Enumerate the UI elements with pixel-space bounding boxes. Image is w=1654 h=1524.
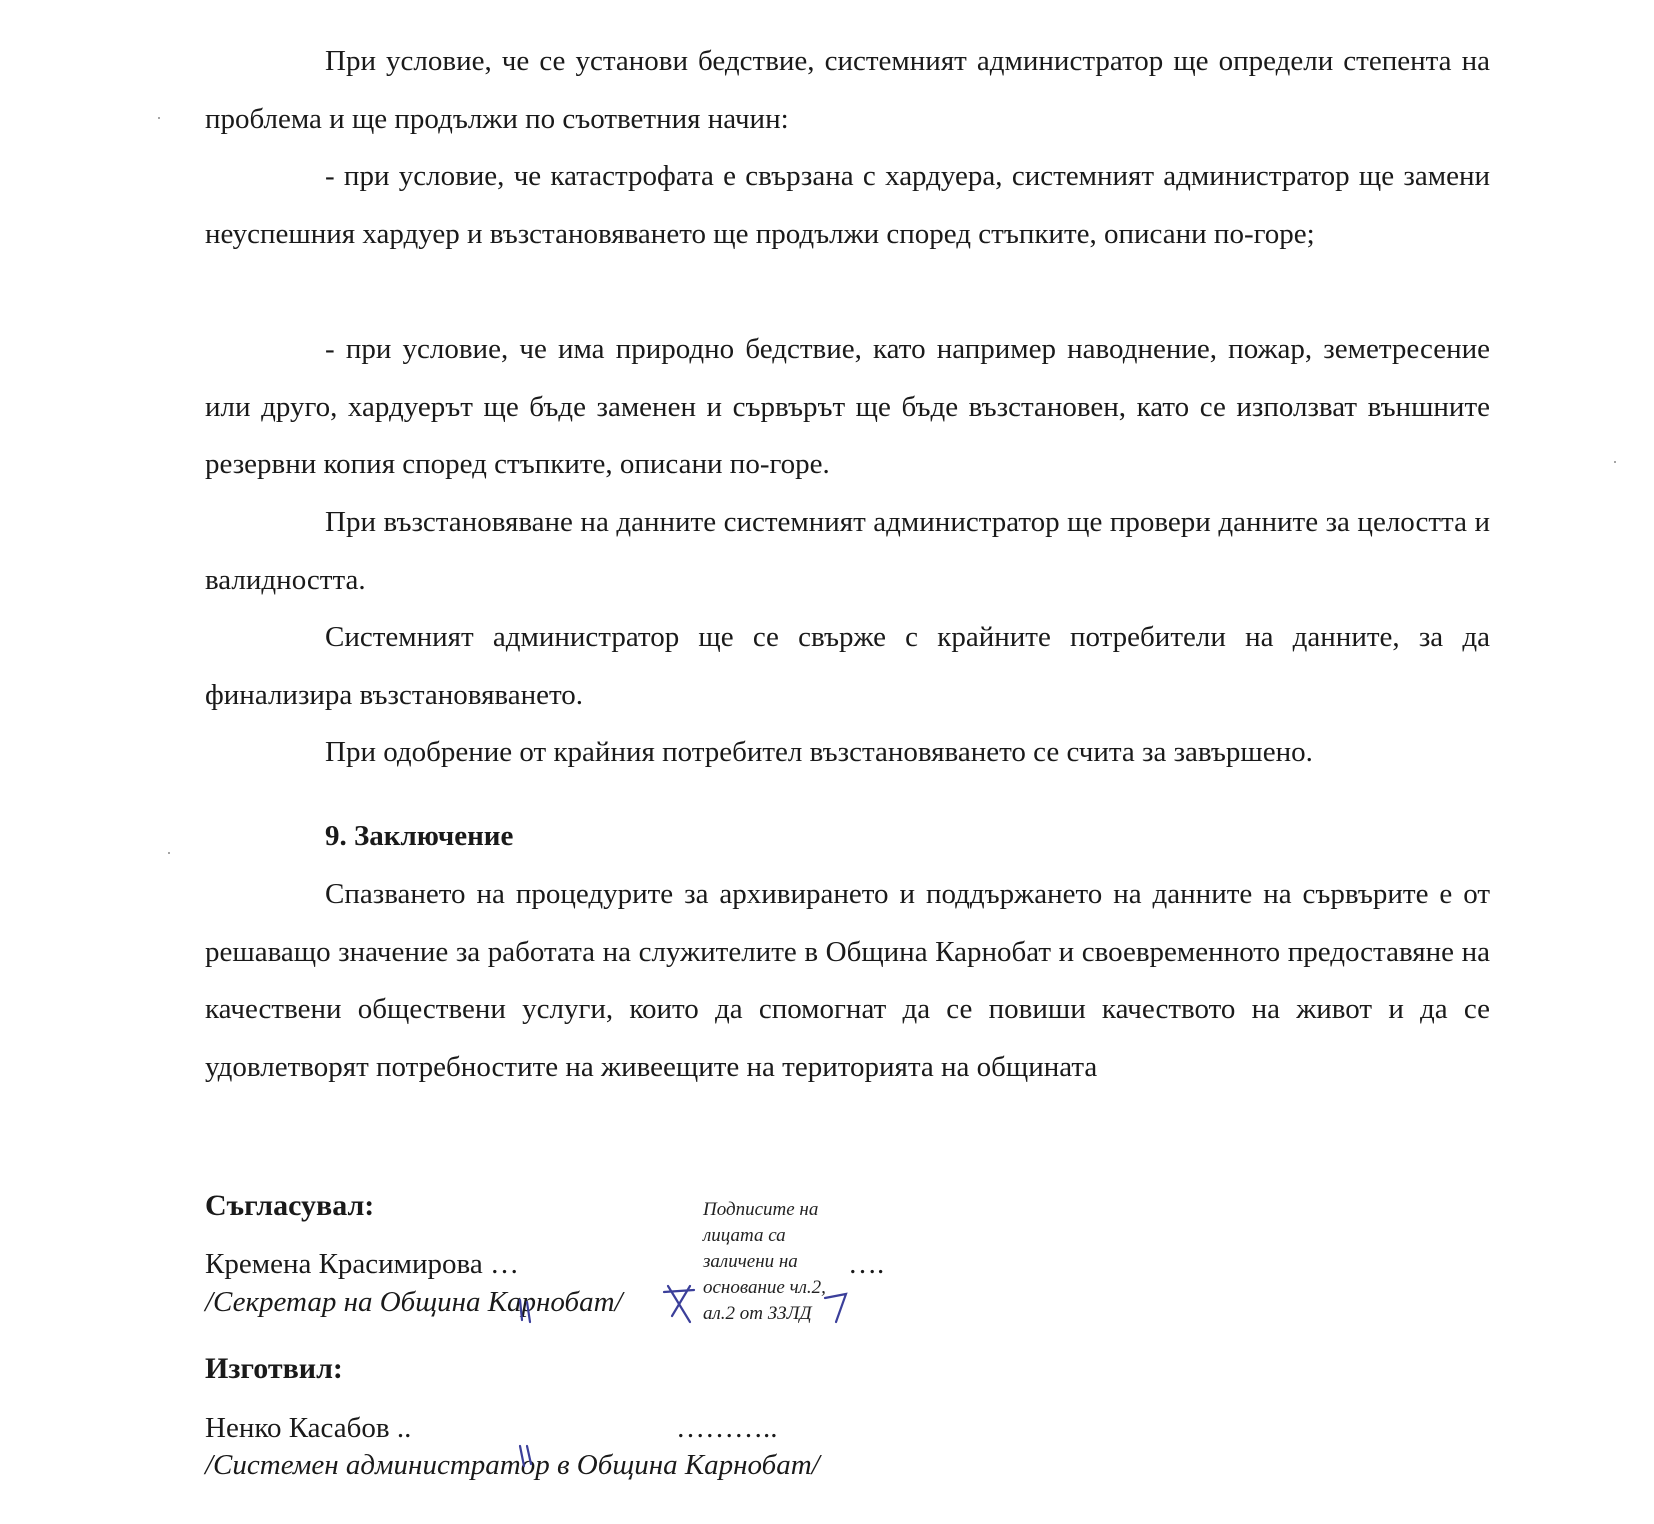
section-heading: 9. Заключение <box>325 820 514 852</box>
redaction-note: Подписите на лицата са заличени на основание чл.2, ал.2 от ЗЗЛД <box>703 1199 826 1324</box>
prepared-label: Изготвил: <box>205 1352 343 1385</box>
paragraph-contact-users: Системният администратор ще се свърже с крайните потребители на данните, за да финализира възстановяването. <box>205 621 1490 711</box>
paragraph-natural-disaster-case: - при условие, че има природно бедствие, като например наводнение, пожар, земетресение или друго, хардуерът ще бъде заменен и сървърът ще бъде възстановен, като се използват външните резервни копия според стъпките, описани по-горе. <box>205 333 1490 480</box>
approved-role: /Секретар на Община Карнобат/ <box>205 1286 623 1318</box>
prepared-signature-dots: ……….. <box>676 1412 778 1444</box>
prepared-name: Ненко Касабов .. <box>205 1412 412 1444</box>
approved-label: Съгласувал: <box>205 1189 375 1222</box>
scan-speck <box>168 852 170 854</box>
paragraph-disaster-intro: При условие, че се установи бедствие, системният администратор ще определи степента на проблема и ще продължи по съответния начин: <box>205 45 1490 135</box>
ink-x-mark <box>664 1290 694 1292</box>
paragraph-hardware-case: - при условие, че катастрофата е свързана с хардуера, системният администратор ще замени неуспешния хардуер и възстановяването ще продължи според стъпките, описани по-горе; <box>205 160 1490 250</box>
prepared-role: /Системен администратор в Община Карнобат/ <box>205 1449 820 1481</box>
ink-x-mark <box>672 1286 690 1316</box>
approved-name: Кремена Красимирова … <box>205 1248 519 1280</box>
ink-x-mark <box>668 1286 690 1322</box>
paragraph-conclusion: Спазването на процедурите за архивирането и поддържането на данните на сървърите е от решаващо значение за работата на служителите в Община Карнобат и своевременното предоставяне на качествени обществени услуги, които да спомогнат да се повиши качеството на живот и да се удовлетворят потребностите на живеещите на територията на общината <box>205 878 1490 1083</box>
approved-signature-dots: …. <box>848 1248 885 1280</box>
paragraph-data-verification: При възстановяване на данните системният администратор ще провери данните за целостта и валидността. <box>205 506 1490 596</box>
scan-speck <box>158 117 160 119</box>
scan-speck <box>1614 461 1616 463</box>
paragraph-completion: При одобрение от крайния потребител възстановяването се счита за завършено. <box>325 736 1313 768</box>
